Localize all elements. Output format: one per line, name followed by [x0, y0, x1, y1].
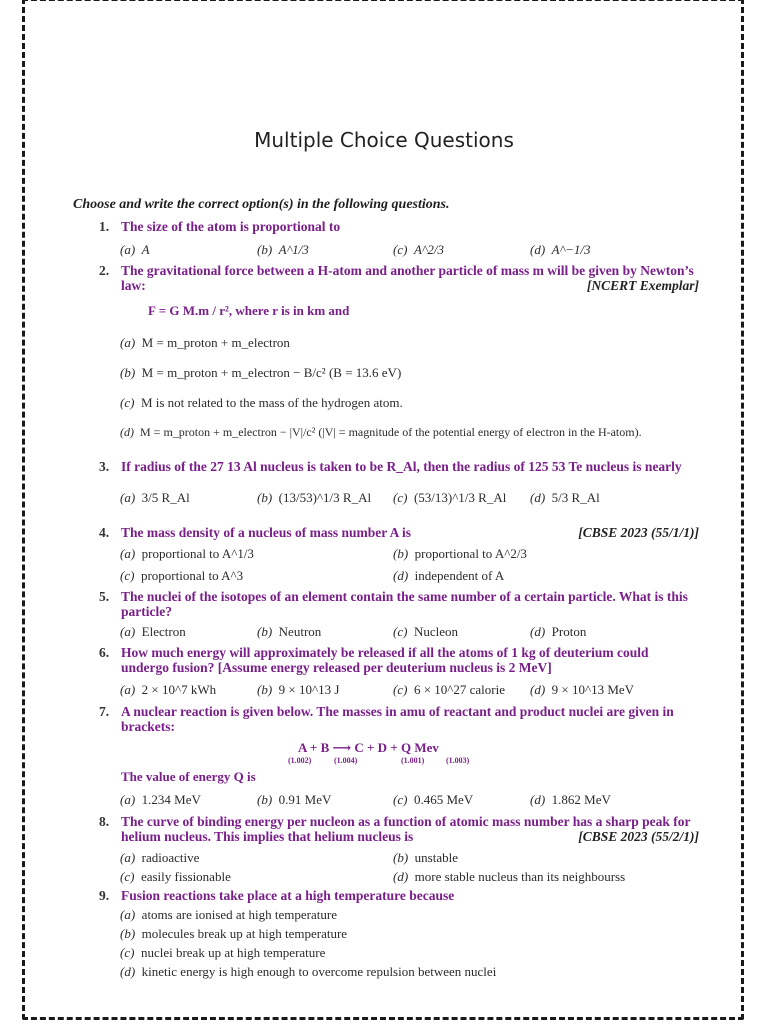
question-9 [99, 888, 699, 904]
question-text: If radius of the 27 13 Al nucleus is taken to be R_Al, then the radius of 125 53 Te nucleus is nearly [121, 459, 682, 474]
option-b: (b) A^1/3 [257, 242, 309, 257]
question-number: 5. [99, 589, 110, 604]
option-a: (a) 2 × 10^7 kWh [120, 682, 217, 697]
question-number: 3. [99, 459, 110, 474]
source-tag: [CBSE 2023 (55/1/1)] [578, 525, 699, 540]
option-c: (c) easily fissionable [120, 869, 231, 884]
question-8 [99, 814, 699, 846]
sub-question: The value of energy Q is [121, 769, 256, 784]
question-5 [99, 589, 699, 621]
question-text: The gravitational force between a H-atom and another particle of mass m will be given by Newton’s law: [NCERT Exemplar] [121, 263, 699, 293]
question-text: The nuclei of the isotopes of an element contain the same number of a certain particle. What is this particle? [121, 589, 688, 619]
question-6 [99, 645, 699, 677]
question-1 [99, 219, 699, 235]
option-d: (d) Proton [530, 624, 587, 639]
question-text: The mass density of a nucleus of mass number A is [CBSE 2023 (55/1/1)] [121, 525, 699, 540]
option-c: (c) proportional to A^3 [120, 568, 244, 583]
option-b: (b) (13/53)^1/3 R_Al [257, 490, 372, 505]
option-a: (a) 3/5 R_Al [120, 490, 190, 505]
mass-a: (1.002) [288, 756, 312, 765]
option-a: (a) 1.234 MeV [120, 792, 201, 807]
option-d: (d) more stable nucleus than its neighbourss [393, 869, 626, 884]
page-title: Multiple Choice Questions [254, 128, 514, 152]
option-b: (b) 9 × 10^13 J [257, 682, 340, 697]
option-a: (a) A [120, 242, 150, 257]
source-tag: [CBSE 2023 (55/2/1)] [578, 829, 699, 844]
question-text: The curve of binding energy per nucleon as a function of atomic mass number has a sharp peak for helium nucleus. This implies that helium nucleus is [CBSE 2023 (55/2/1)] [121, 814, 699, 844]
question-text: How much energy will approximately be released if all the atoms of 1 kg of deuterium could undergo fusion? [Assume energy released per deuterium nucleus is 2 MeV] [121, 645, 649, 675]
mass-c: (1.001) [401, 756, 425, 765]
option-b: (b) Neutron [257, 624, 322, 639]
question-number: 6. [99, 645, 110, 660]
question-number: 4. [99, 525, 110, 540]
option-a: (a) Electron [120, 624, 186, 639]
option-a: (a) M = m_proton + m_electron [120, 335, 290, 350]
question-number: 8. [99, 814, 110, 829]
question-2 [99, 263, 699, 295]
question-text: A nuclear reaction is given below. The masses in amu of reactant and product nuclei are given in brackets: [121, 704, 674, 734]
source-tag: [NCERT Exemplar] [586, 278, 699, 293]
option-c: (c) M is not related to the mass of the hydrogen atom. [120, 395, 403, 410]
question-text: Fusion reactions take place at a high temperature because [121, 888, 455, 903]
question-number: 1. [99, 219, 110, 234]
option-d: (d) kinetic energy is high enough to overcome repulsion between nuclei [120, 964, 497, 979]
question-text: The size of the atom is proportional to [121, 219, 341, 234]
option-d: (d) 9 × 10^13 MeV [530, 682, 635, 697]
option-c: (c) (53/13)^1/3 R_Al [393, 490, 507, 505]
question-number: 9. [99, 888, 110, 903]
option-d: (d) independent of A [393, 568, 505, 583]
question-number: 2. [99, 263, 110, 278]
option-c: (c) nuclei break up at high temperature [120, 945, 326, 960]
option-c: (c) A^2/3 [393, 242, 444, 257]
question-4 [99, 525, 699, 541]
mass-b: (1.004) [334, 756, 358, 765]
option-d: (d) 5/3 R_Al [530, 490, 600, 505]
option-b: (b) unstable [393, 850, 458, 865]
question-number: 7. [99, 704, 110, 719]
option-b: (b) M = m_proton + m_electron − B/c² (B = 13.6 eV) [120, 365, 402, 380]
mass-d: (1.003) [446, 756, 470, 765]
option-a: (a) atoms are ionised at high temperature [120, 907, 337, 922]
instruction: Choose and write the correct option(s) in the following questions. [73, 197, 450, 212]
option-d: (d) M = m_proton + m_electron − |V|/c² (|V| = magnitude of the potential energy of electron in the H-atom). [120, 425, 642, 439]
option-a: (a) proportional to A^1/3 [120, 546, 254, 561]
reaction-equation: A + B ⟶ C + D + Q Mev [298, 740, 439, 755]
option-b: (b) molecules break up at high temperature [120, 926, 348, 941]
option-d: (d) 1.862 MeV [530, 792, 611, 807]
option-c: (c) 6 × 10^27 calorie [393, 682, 505, 697]
option-b: (b) 0.91 MeV [257, 792, 332, 807]
option-a: (a) radioactive [120, 850, 200, 865]
option-b: (b) proportional to A^2/3 [393, 546, 527, 561]
option-c: (c) Nucleon [393, 624, 458, 639]
question-3 [99, 459, 699, 475]
formula: F = G M.m / r², where r is in km and [148, 303, 350, 318]
question-7 [99, 704, 699, 736]
option-d: (d) A^−1/3 [530, 242, 591, 257]
option-c: (c) 0.465 MeV [393, 792, 474, 807]
page-border [22, 0, 744, 1020]
